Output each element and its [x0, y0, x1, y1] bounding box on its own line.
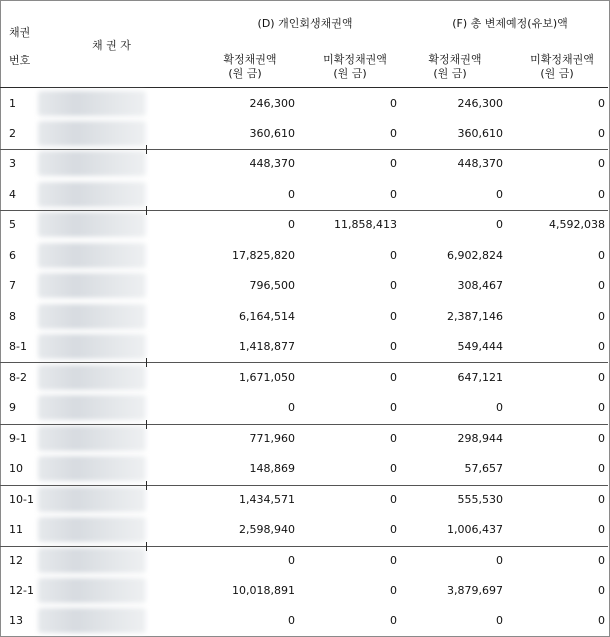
header-d-confirmed: 확정채권액: [223, 53, 277, 66]
creditor-name-redacted: [38, 517, 146, 542]
cell-f-unconfirmed: 0: [598, 127, 605, 140]
cell-d-unconfirmed: 0: [390, 97, 397, 110]
cell-f-confirmed: 448,370: [457, 157, 503, 170]
row-number: 4: [9, 188, 16, 201]
cell-f-confirmed: 0: [496, 401, 503, 414]
row-number: 10-1: [9, 493, 34, 506]
cell-d-confirmed: 0: [288, 401, 295, 414]
row-number: 2: [9, 127, 16, 140]
creditor-name-redacted: [38, 212, 146, 237]
cell-d-unconfirmed: 0: [390, 157, 397, 170]
cell-d-confirmed: 2,598,940: [239, 523, 295, 536]
cell-d-confirmed: 0: [288, 614, 295, 627]
cell-f-confirmed: 360,610: [457, 127, 503, 140]
creditor-name-redacted: [38, 365, 146, 390]
header-group-f: (F) 총 변제예정(유보)액: [452, 17, 568, 30]
row-number: 8-2: [9, 371, 27, 384]
cell-d-unconfirmed: 0: [390, 432, 397, 445]
cell-d-unconfirmed: 0: [390, 554, 397, 567]
row-number: 12: [9, 554, 23, 567]
group-divider: [0, 485, 608, 486]
cell-f-confirmed: 647,121: [457, 371, 503, 384]
header-divider: [0, 87, 608, 88]
cell-f-confirmed: 555,530: [457, 493, 503, 506]
cell-d-confirmed: 6,164,514: [239, 310, 295, 323]
row-number: 11: [9, 523, 23, 536]
row-number: 1: [9, 97, 16, 110]
header-no-line2: 번호: [9, 54, 31, 67]
cell-f-unconfirmed: 4,592,038: [549, 218, 605, 231]
cell-d-unconfirmed: 0: [390, 462, 397, 475]
cell-f-confirmed: 2,387,146: [447, 310, 503, 323]
cell-f-confirmed: 57,657: [464, 462, 503, 475]
cell-f-unconfirmed: 0: [598, 279, 605, 292]
cell-d-unconfirmed: 11,858,413: [334, 218, 397, 231]
cell-d-unconfirmed: 0: [390, 127, 397, 140]
group-divider-tick: [146, 481, 147, 490]
group-divider: [0, 149, 608, 150]
cell-d-confirmed: 360,610: [249, 127, 295, 140]
row-number: 10: [9, 462, 23, 475]
creditor-name-redacted: [38, 548, 146, 573]
row-number: 8: [9, 310, 16, 323]
header-f-confirmed-won: (원 금): [433, 67, 467, 80]
group-divider: [0, 546, 608, 547]
cell-d-confirmed: 796,500: [249, 279, 295, 292]
creditor-name-redacted: [38, 395, 146, 420]
header-f-confirmed: 확정채권액: [428, 53, 482, 66]
cell-f-confirmed: 0: [496, 614, 503, 627]
cell-f-confirmed: 3,879,697: [447, 584, 503, 597]
creditor-name-redacted: [38, 151, 146, 176]
cell-f-confirmed: 0: [496, 188, 503, 201]
row-number: 13: [9, 614, 23, 627]
header-no-line1: 채권: [9, 26, 31, 39]
cell-d-confirmed: 246,300: [249, 97, 295, 110]
cell-d-confirmed: 10,018,891: [232, 584, 295, 597]
row-number: 12-1: [9, 584, 34, 597]
cell-d-unconfirmed: 0: [390, 279, 397, 292]
cell-f-unconfirmed: 0: [598, 340, 605, 353]
cell-d-unconfirmed: 0: [390, 249, 397, 262]
header-d-confirmed-won: (원 금): [228, 67, 262, 80]
header-d-unconfirmed-won: (원 금): [333, 67, 367, 80]
cell-f-unconfirmed: 0: [598, 523, 605, 536]
creditor-name-redacted: [38, 487, 146, 512]
cell-d-confirmed: 1,434,571: [239, 493, 295, 506]
creditor-name-redacted: [38, 456, 146, 481]
creditor-name-redacted: [38, 334, 146, 359]
creditor-name-redacted: [38, 121, 146, 146]
cell-d-confirmed: 1,418,877: [239, 340, 295, 353]
header-f-unconfirmed: 미확정채권액: [530, 53, 594, 66]
cell-d-unconfirmed: 0: [390, 340, 397, 353]
cell-f-unconfirmed: 0: [598, 157, 605, 170]
cell-d-unconfirmed: 0: [390, 584, 397, 597]
cell-d-confirmed: 0: [288, 188, 295, 201]
header-creditor: 채 권 자: [92, 39, 131, 52]
cell-d-confirmed: 0: [288, 554, 295, 567]
cell-f-unconfirmed: 0: [598, 188, 605, 201]
cell-f-unconfirmed: 0: [598, 432, 605, 445]
cell-f-confirmed: 0: [496, 218, 503, 231]
cell-f-confirmed: 246,300: [457, 97, 503, 110]
group-divider: [0, 362, 608, 363]
cell-f-unconfirmed: 0: [598, 554, 605, 567]
cell-d-confirmed: 771,960: [249, 432, 295, 445]
cell-f-unconfirmed: 0: [598, 584, 605, 597]
header-d-unconfirmed: 미확정채권액: [323, 53, 387, 66]
cell-d-unconfirmed: 0: [390, 371, 397, 384]
row-number: 3: [9, 157, 16, 170]
creditor-name-redacted: [38, 182, 146, 207]
group-divider: [0, 424, 608, 425]
cell-f-confirmed: 308,467: [457, 279, 503, 292]
row-number: 5: [9, 218, 16, 231]
cell-f-unconfirmed: 0: [598, 97, 605, 110]
cell-d-confirmed: 17,825,820: [232, 249, 295, 262]
group-divider-tick: [146, 145, 147, 154]
cell-d-unconfirmed: 0: [390, 493, 397, 506]
cell-d-unconfirmed: 0: [390, 614, 397, 627]
creditor-name-redacted: [38, 608, 146, 633]
cell-d-unconfirmed: 0: [390, 188, 397, 201]
cell-f-unconfirmed: 0: [598, 310, 605, 323]
group-divider: [0, 210, 608, 211]
cell-d-unconfirmed: 0: [390, 310, 397, 323]
cell-f-unconfirmed: 0: [598, 249, 605, 262]
cell-d-confirmed: 448,370: [249, 157, 295, 170]
header-group-d: (D) 개인회생채권액: [257, 17, 353, 30]
creditor-name-redacted: [38, 426, 146, 451]
creditor-name-redacted: [38, 91, 146, 116]
group-divider-tick: [146, 358, 147, 367]
row-number: 6: [9, 249, 16, 262]
creditor-name-redacted: [38, 304, 146, 329]
group-divider-tick: [146, 420, 147, 429]
cell-f-confirmed: 549,444: [457, 340, 503, 353]
creditor-name-redacted: [38, 578, 146, 603]
cell-f-unconfirmed: 0: [598, 614, 605, 627]
cell-d-confirmed: 148,869: [249, 462, 295, 475]
group-divider-tick: [146, 542, 147, 551]
cell-d-confirmed: 0: [288, 218, 295, 231]
cell-f-confirmed: 6,902,824: [447, 249, 503, 262]
cell-f-unconfirmed: 0: [598, 401, 605, 414]
group-divider-tick: [146, 206, 147, 215]
cell-f-confirmed: 298,944: [457, 432, 503, 445]
row-number: 9-1: [9, 432, 27, 445]
creditor-name-redacted: [38, 273, 146, 298]
cell-d-unconfirmed: 0: [390, 523, 397, 536]
header-f-unconfirmed-won: (원 금): [540, 67, 574, 80]
cell-f-confirmed: 0: [496, 554, 503, 567]
cell-d-unconfirmed: 0: [390, 401, 397, 414]
cell-f-unconfirmed: 0: [598, 493, 605, 506]
cell-f-confirmed: 1,006,437: [447, 523, 503, 536]
row-number: 7: [9, 279, 16, 292]
creditor-name-redacted: [38, 243, 146, 268]
cell-f-unconfirmed: 0: [598, 371, 605, 384]
cell-f-unconfirmed: 0: [598, 462, 605, 475]
row-number: 9: [9, 401, 16, 414]
row-number: 8-1: [9, 340, 27, 353]
cell-d-confirmed: 1,671,050: [239, 371, 295, 384]
